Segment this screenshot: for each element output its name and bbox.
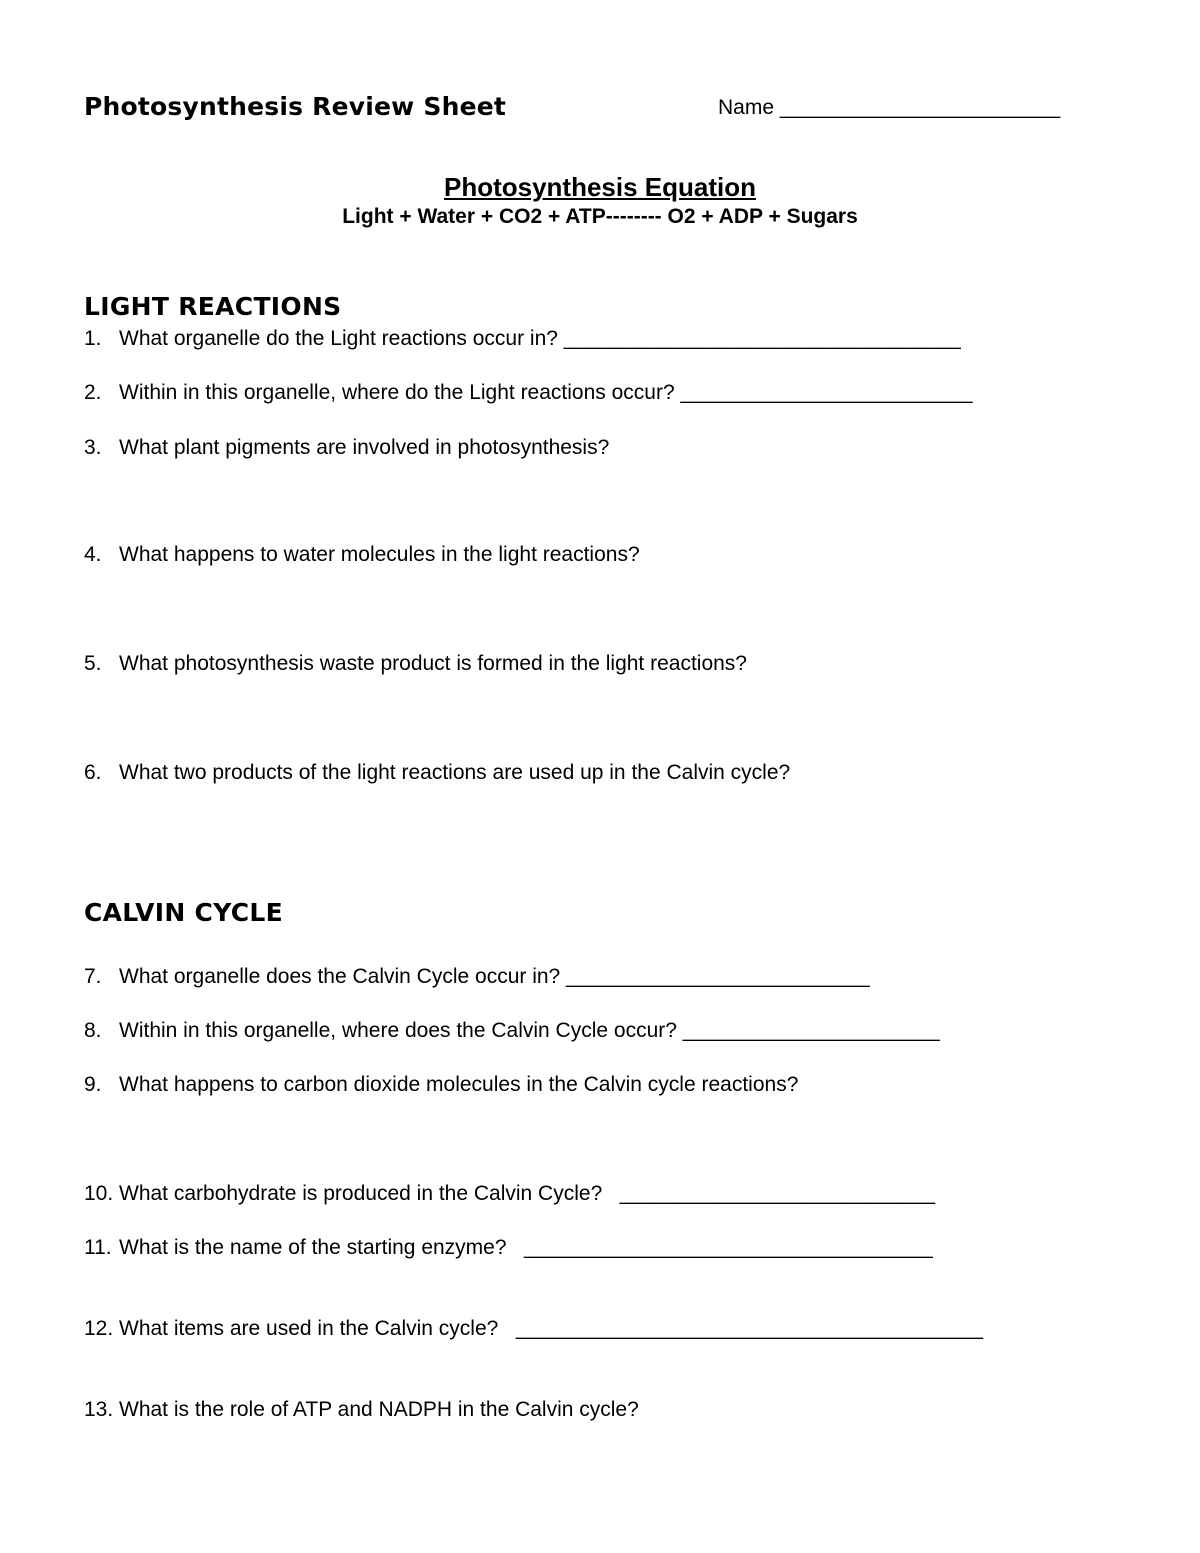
question-text: What organelle do the Light reactions occur in? __________________________________ bbox=[119, 327, 961, 350]
question-number: 2. bbox=[84, 381, 102, 404]
question-number: 12. bbox=[84, 1317, 114, 1340]
question-number: 3. bbox=[84, 436, 102, 459]
question-text: What items are used in the Calvin cycle? ________________________________________ bbox=[119, 1317, 984, 1340]
question-number: 10. bbox=[84, 1182, 114, 1205]
question-text: Within in this organelle, where does the Calvin Cycle occur? ______________________ bbox=[119, 1019, 940, 1042]
question-text: What organelle does the Calvin Cycle occur in? __________________________ bbox=[119, 965, 870, 988]
question-text: What happens to water molecules in the light reactions? bbox=[119, 543, 640, 566]
light-reactions-heading: LIGHT REACTIONS bbox=[84, 292, 342, 321]
question-text: What happens to carbon dioxide molecules in the Calvin cycle reactions? bbox=[119, 1073, 799, 1096]
question-text: What two products of the light reactions are used up in the Calvin cycle? bbox=[119, 761, 791, 784]
question-number: 11. bbox=[84, 1236, 112, 1259]
question-number: 1. bbox=[84, 327, 102, 350]
equation-title: Photosynthesis Equation bbox=[443, 172, 757, 202]
question-text: Within in this organelle, where do the Light reactions occur? _________________________ bbox=[119, 381, 973, 404]
question-text: What carbohydrate is produced in the Calvin Cycle? ___________________________ bbox=[119, 1182, 936, 1205]
worksheet-title: Photosynthesis Review Sheet bbox=[84, 92, 507, 121]
question-number: 9. bbox=[84, 1073, 102, 1096]
question-number: 4. bbox=[84, 543, 102, 566]
name-field: Name ________________________ bbox=[718, 96, 1061, 119]
question-number: 8. bbox=[84, 1019, 102, 1042]
equation-formula: Light + Water + CO2 + ATP-------- O2 + ADP + Sugars bbox=[342, 205, 858, 228]
calvin-cycle-heading: CALVIN CYCLE bbox=[84, 898, 283, 927]
question-number: 5. bbox=[84, 652, 102, 675]
question-number: 6. bbox=[84, 761, 102, 784]
question-text: What plant pigments are involved in photosynthesis? bbox=[119, 436, 610, 459]
question-text: What is the role of ATP and NADPH in the Calvin cycle? bbox=[119, 1398, 639, 1421]
question-text: What is the name of the starting enzyme? ___________________________________ bbox=[119, 1236, 933, 1259]
question-number: 7. bbox=[84, 965, 102, 988]
question-number: 13. bbox=[84, 1398, 114, 1421]
question-text: What photosynthesis waste product is formed in the light reactions? bbox=[119, 652, 747, 675]
